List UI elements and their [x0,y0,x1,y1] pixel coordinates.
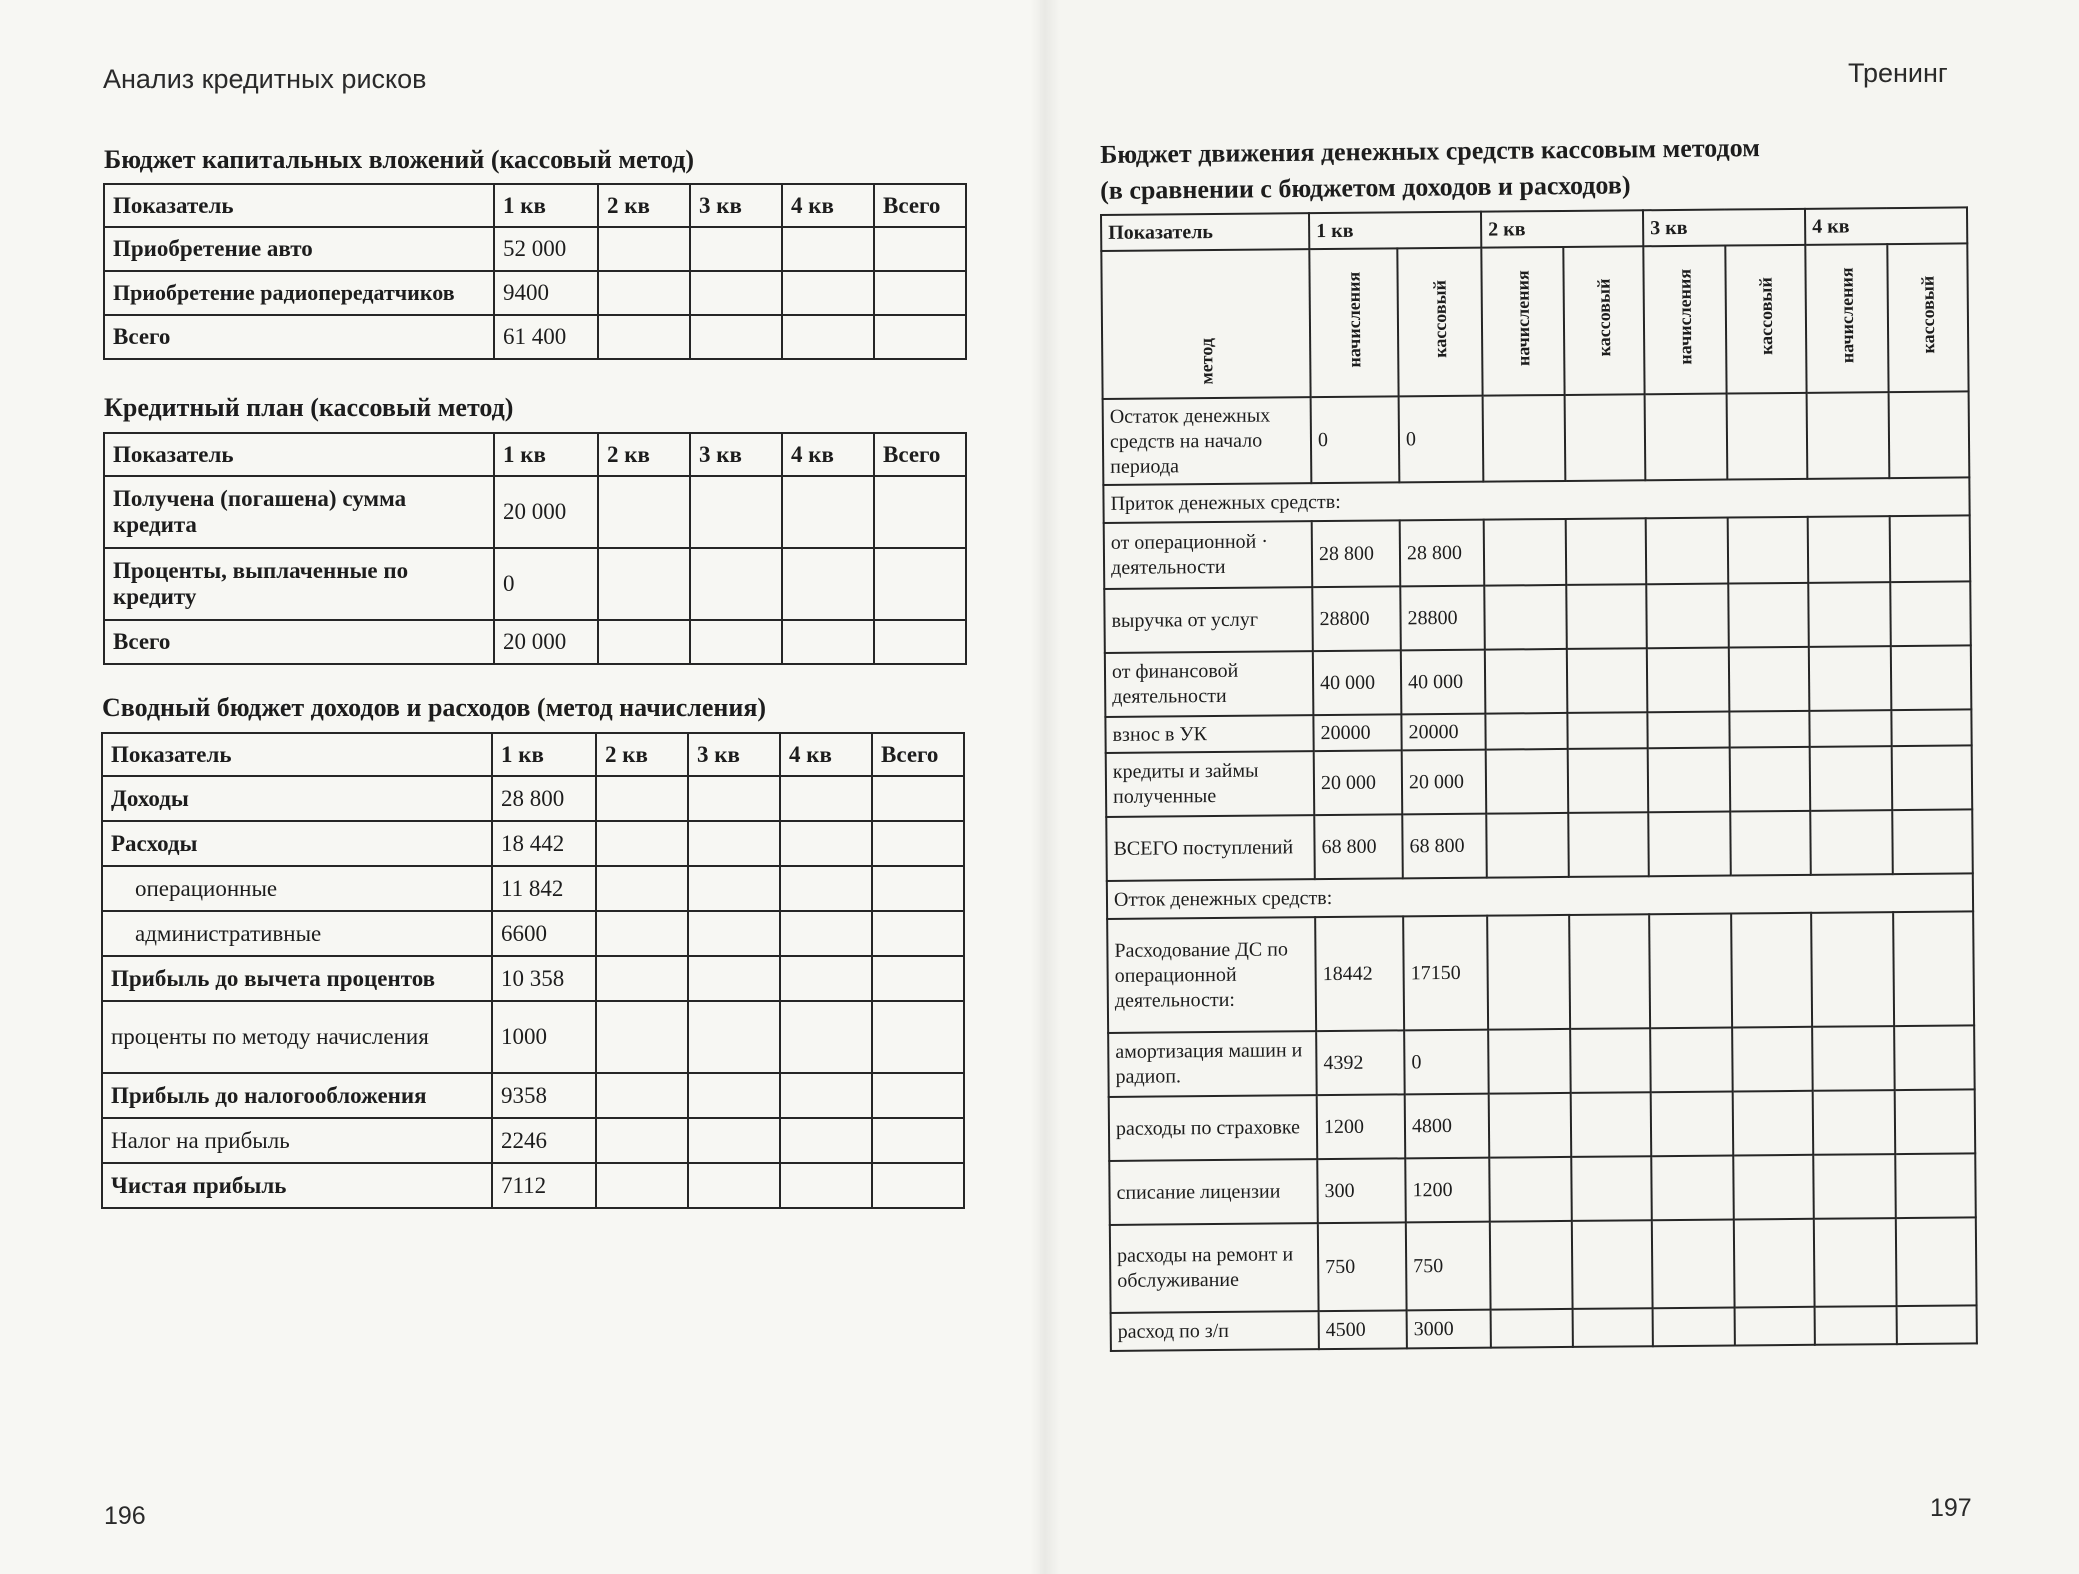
header-cell: 4 кв [780,733,872,776]
row-label: Остаток денежных средств на начало периода [1103,397,1312,485]
header-cell: 4 кв [782,184,874,227]
row-label: выручка от услуг [1104,587,1313,653]
table-row [1110,1217,1977,1313]
cash-value: 3000 [1407,1310,1491,1349]
header-cell: 1 кв [494,184,598,227]
table-row [1106,745,1973,817]
row-label: проценты по методу начисления [102,1001,492,1073]
table-row [1103,391,1970,485]
running-head-right: Тренинг [1848,58,1948,88]
table-row [1104,515,1971,589]
table-row [1104,581,1971,653]
subcol-cash: кассовый [1755,276,1777,355]
cash-value: 20000 [1401,714,1485,751]
capex-table [103,183,967,360]
table-row [102,821,964,866]
q1-value: 52 000 [494,227,598,271]
credit-title: Кредитный план (кассовый метод) [104,393,514,422]
subcol-cash: кассовый [1429,279,1451,358]
table-row [1107,911,1974,1033]
header-cell: 4 кв [782,433,874,476]
table-row [104,271,966,315]
table-row [1108,1025,1975,1097]
row-label: Прибыль до налогообложения [102,1073,492,1118]
table-row [102,1073,964,1118]
quarter-header: 1 кв [1309,212,1481,249]
row-label: Налог на прибыль [102,1118,492,1163]
q1-value: 1000 [492,1001,596,1073]
cash-value: 1200 [1405,1158,1490,1223]
subcol-cash: кассовый [1593,278,1615,357]
q1-value: 2246 [492,1118,596,1163]
accrual-value: 20000 [1313,714,1401,751]
row-label: Расходование ДС по операционной деятельности: [1107,917,1316,1033]
accrual-value: 0 [1311,396,1400,483]
table-row [102,1001,964,1073]
right-page [1040,0,2079,1574]
table-row [102,1118,964,1163]
header-cell: Всего [872,733,964,776]
inflow-header: Приток денежных средств: [1103,477,1969,523]
q1-value: 9400 [494,271,598,315]
table-row [1106,809,1973,881]
running-head-left: Анализ кредитных рисков [103,64,427,94]
header-cell: 3 кв [690,433,782,476]
header-cell: 3 кв [690,184,782,227]
table-row [104,548,966,620]
table-row [1109,1153,1976,1225]
row-label: расход по з/п [1111,1311,1319,1351]
header-cell: 2 кв [598,184,690,227]
table-header-row [104,433,966,476]
row-label: Чистая прибыль [102,1163,492,1208]
q1-value: 61 400 [494,315,598,359]
row-label: ВСЕГО поступлений [1106,815,1315,881]
q1-value: 0 [494,548,598,620]
header-cell: 2 кв [596,733,688,776]
header-cell: 3 кв [688,733,780,776]
subcol-accrual: начисления [1836,267,1858,363]
credit-table [103,432,967,665]
accrual-value: 40 000 [1313,650,1402,715]
row-label: взнос в УК [1105,715,1313,753]
table-row [102,956,964,1001]
pnl-table [101,732,965,1209]
accrual-value: 750 [1318,1222,1407,1311]
row-label: расходы на ремонт и обслуживание [1110,1223,1319,1313]
q1-value: 10 358 [492,956,596,1001]
cash-value: 28 800 [1400,520,1485,587]
q1-value: 6600 [492,911,596,956]
cash-value: 28800 [1400,586,1485,651]
row-label: расходы по страховке [1109,1095,1318,1161]
row-label: амортизация машин и радиоп. [1108,1031,1317,1097]
table-header-row [102,733,964,776]
cash-value: 40 000 [1401,650,1486,715]
cash-value: 0 [1399,396,1484,483]
table-row [102,911,964,956]
table-row [1109,1089,1976,1161]
row-label: кредиты и займы полученные [1106,751,1315,817]
accrual-value: 68 800 [1314,814,1403,879]
cash-value: 0 [1404,1030,1489,1095]
page-number-right: 197 [1930,1494,1972,1522]
table-row [104,476,966,548]
header-cell: 1 кв [494,433,598,476]
cash-value: 17150 [1403,916,1488,1031]
header-cell: Всего [874,433,966,476]
cashflow-table [1100,206,1978,1352]
subcol-accrual: начисления [1674,268,1696,365]
q1-value: 18 442 [492,821,596,866]
accrual-value: 18442 [1315,916,1404,1031]
accrual-value: 1200 [1317,1094,1406,1159]
row-label: Всего [104,620,494,664]
row-label: списание лицензии [1109,1159,1318,1225]
book-gutter [1030,0,1060,1574]
table-row [102,866,964,911]
cash-value: 68 800 [1402,814,1487,879]
table-row [1111,1305,1977,1351]
row-label: Приобретение авто [104,227,494,271]
header-label: Показатель [1101,213,1309,251]
accrual-value: 4392 [1316,1030,1405,1095]
cash-value: 750 [1406,1222,1491,1311]
method-label: метод [1195,337,1217,385]
q1-value: 28 800 [492,776,596,821]
row-label: от финансовой деятельности [1105,651,1314,717]
q1-value: 9358 [492,1073,596,1118]
table-header-row [104,184,966,227]
table-row [104,227,966,271]
header-cell: Показатель [104,433,494,476]
table-row [1105,645,1972,717]
quarter-header: 2 кв [1481,210,1643,247]
quarter-header: 3 кв [1643,209,1805,246]
table-row [104,620,966,664]
cashflow-title-line1: Бюджет движения денежных средств кассовым методом [1100,133,1760,169]
row-label: административные [102,911,492,956]
subcol-accrual: начисления [1343,271,1365,368]
accrual-value: 28800 [1312,586,1401,651]
accrual-value: 300 [1317,1158,1406,1223]
row-label: от операционной · деятельности [1104,521,1313,589]
q1-value: 11 842 [492,866,596,911]
header-cell: 2 кв [598,433,690,476]
row-label: Получена (погашена) сумма кредита [104,476,494,548]
header-cell: 1 кв [492,733,596,776]
method-header-row [1101,243,1968,399]
accrual-value: 4500 [1319,1310,1407,1349]
q1-value: 20 000 [494,476,598,548]
cashflow-title-line2: (в сравнении с бюджетом доходов и расходов) [1100,170,1631,205]
capex-title: Бюджет капитальных вложений (кассовый метод) [104,145,695,174]
header-cell: Всего [874,184,966,227]
table-row [102,776,964,821]
cash-value: 20 000 [1402,750,1487,815]
pnl-title: Сводный бюджет доходов и расходов (метод начисления) [102,693,767,722]
row-label: операционные [102,866,492,911]
subcol-accrual: начисления [1512,269,1534,366]
cash-value: 4800 [1405,1094,1490,1159]
header-cell: Показатель [102,733,492,776]
row-label: Расходы [102,821,492,866]
page-number-left: 196 [104,1502,146,1530]
subcol-cash: кассовый [1917,275,1939,354]
row-label: Доходы [102,776,492,821]
outflow-header: Отток денежных средств: [1107,873,1973,919]
q1-value: 7112 [492,1163,596,1208]
row-label: Прибыль до вычета процентов [102,956,492,1001]
table-row [104,315,966,359]
quarter-header: 4 кв [1805,207,1967,244]
q1-value: 20 000 [494,620,598,664]
row-label: Приобретение радиопередатчиков [104,271,494,315]
row-label: Всего [104,315,494,359]
row-label: Проценты, выплаченные по кредиту [104,548,494,620]
accrual-value: 28 800 [1312,520,1401,587]
accrual-value: 20 000 [1314,750,1403,815]
header-cell: Показатель [104,184,494,227]
table-row [102,1163,964,1208]
